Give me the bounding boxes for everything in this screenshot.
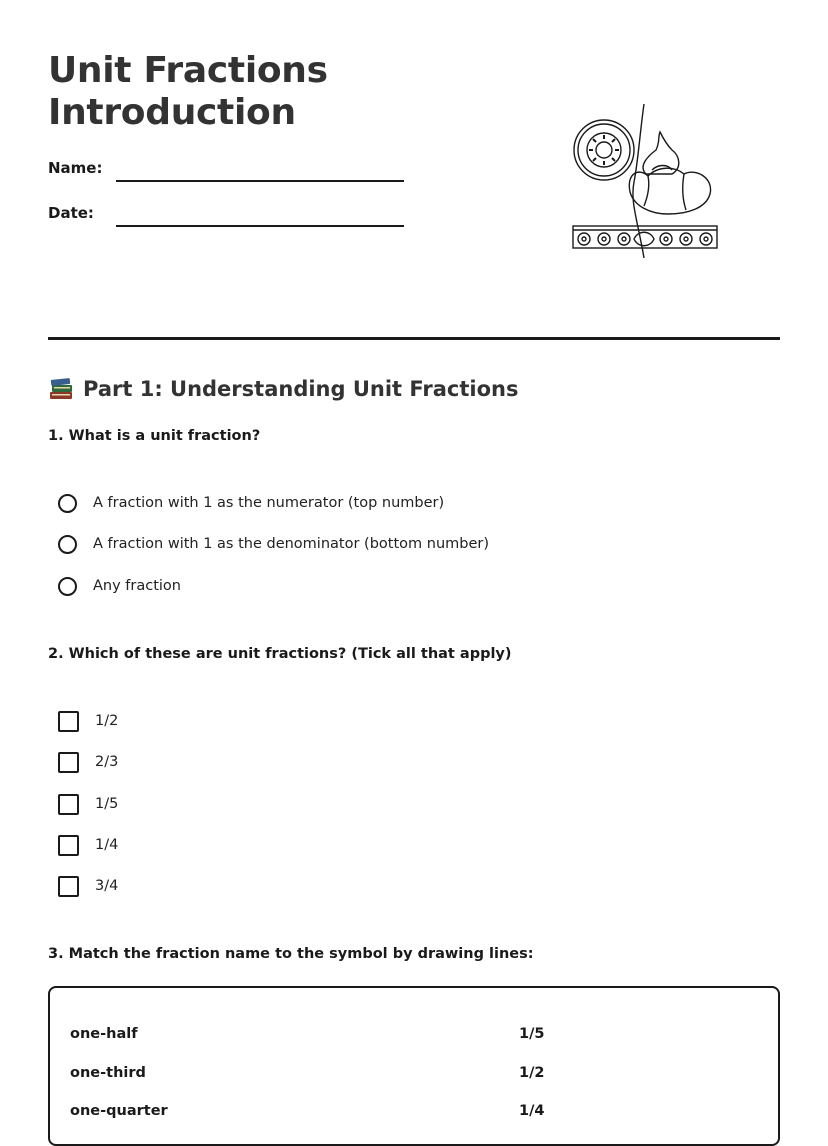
radio-button[interactable]	[58, 577, 77, 596]
radio-button[interactable]	[58, 535, 77, 554]
page-title	[48, 50, 328, 134]
section-title-part-1	[48, 374, 518, 404]
matching-box	[48, 986, 780, 1146]
books-icon	[48, 376, 74, 402]
option-label: A fraction with 1 as the denominator (bottom number)	[93, 536, 489, 552]
match-name-2[interactable]: one-third	[70, 1065, 146, 1081]
q2-option-4[interactable]	[58, 833, 118, 857]
option-label: 3/4	[95, 878, 119, 894]
q1-option-1[interactable]	[58, 491, 444, 515]
option-label: 1/2	[95, 713, 119, 729]
checkbox[interactable]	[58, 876, 79, 897]
question-3: 3. Match the fraction name to the symbol by drawing lines:	[48, 946, 534, 962]
section-divider	[48, 337, 780, 340]
option-label: 2/3	[95, 754, 119, 770]
option-label: 1/4	[95, 837, 119, 853]
date-label: Date:	[48, 204, 94, 222]
date-field[interactable]	[116, 225, 404, 227]
q2-option-1[interactable]	[58, 709, 118, 733]
match-symbol-1[interactable]: 1/5	[519, 1026, 545, 1042]
match-symbol-3[interactable]: 1/4	[519, 1103, 545, 1119]
decorative-food-illustration-icon	[568, 102, 722, 264]
match-name-3[interactable]: one-quarter	[70, 1103, 168, 1119]
name-field[interactable]	[116, 180, 404, 182]
question-2: 2. Which of these are unit fractions? (Tick all that apply)	[48, 646, 512, 662]
q1-option-2[interactable]	[58, 532, 489, 556]
match-name-1[interactable]: one-half	[70, 1026, 138, 1042]
checkbox[interactable]	[58, 711, 79, 732]
q2-option-2[interactable]	[58, 750, 118, 774]
checkbox[interactable]	[58, 835, 79, 856]
radio-button[interactable]	[58, 494, 77, 513]
checkbox[interactable]	[58, 794, 79, 815]
match-symbol-2[interactable]: 1/2	[519, 1065, 545, 1081]
option-label: A fraction with 1 as the numerator (top number)	[93, 495, 445, 511]
q2-option-5[interactable]	[58, 874, 118, 898]
option-label: 1/5	[95, 796, 119, 812]
name-label: Name:	[48, 159, 103, 177]
checkbox[interactable]	[58, 752, 79, 773]
q2-option-3[interactable]	[58, 792, 118, 816]
title-line-2: Introduction	[48, 92, 296, 133]
option-label: Any fraction	[93, 578, 181, 594]
question-1: 1. What is a unit fraction?	[48, 428, 261, 444]
title-line-1: Unit Fractions	[48, 50, 328, 91]
q1-option-3[interactable]	[58, 574, 181, 598]
section-title-text: Part 1: Understanding Unit Fractions	[83, 377, 519, 401]
